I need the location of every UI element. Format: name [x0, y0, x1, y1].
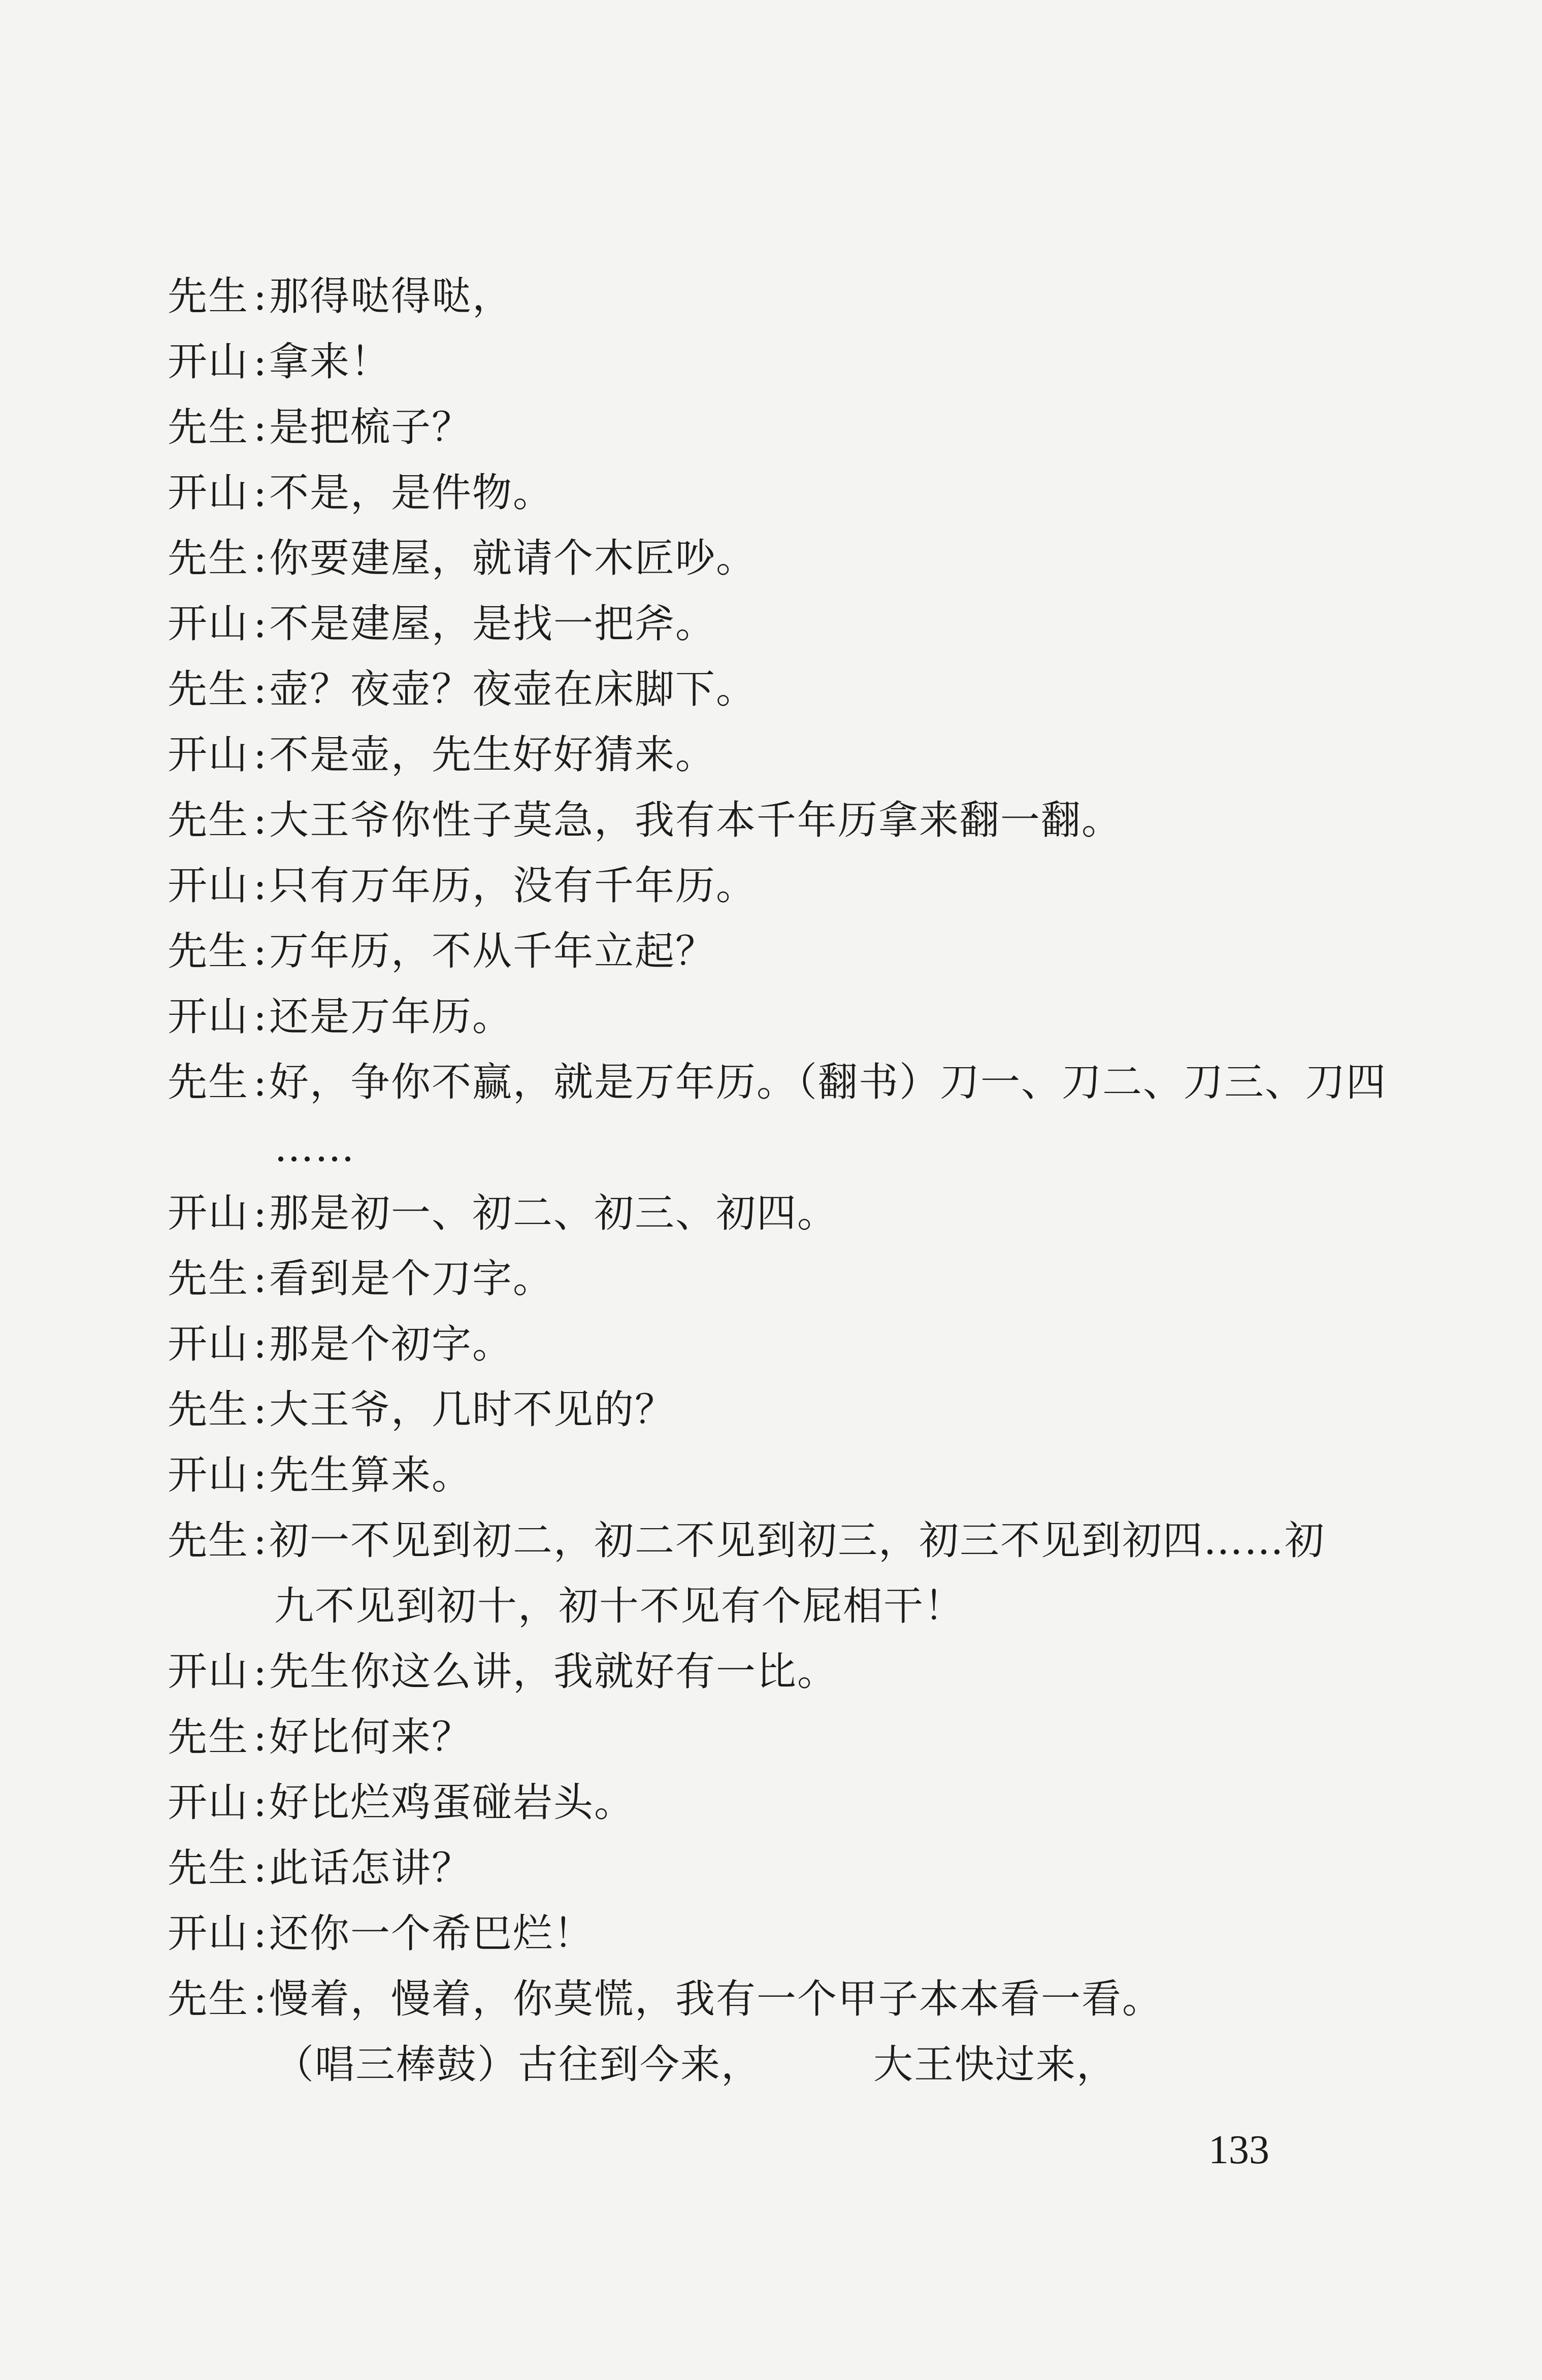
dialogue-line	[168, 1639, 1386, 1705]
speaker-colon: :	[253, 1256, 267, 1302]
speaker-colon: :	[253, 1780, 267, 1826]
speaker-name: 开山	[168, 470, 249, 516]
speaker-colon: :	[253, 667, 267, 712]
speech-text: 只有万年历，没有千年历。	[269, 863, 757, 909]
speaker-colon: :	[253, 1321, 267, 1367]
speech-text: 是把梳子？	[269, 405, 473, 450]
speaker-name: 先生	[168, 1518, 249, 1564]
speech-text: 大王爷你性子莫急，我有本千年历拿来翻一翻。	[269, 798, 1123, 843]
speaker-colon: :	[253, 1649, 267, 1695]
song-part-2: 大王快过来，	[873, 2042, 1118, 2088]
dialogue-continuation: 九不见到初十，初十不见有个屁相干！	[274, 1583, 965, 1629]
speaker-colon: :	[253, 1191, 267, 1236]
speaker-colon: :	[253, 1452, 267, 1498]
speaker-colon: :	[253, 929, 267, 974]
speaker-colon: :	[253, 1911, 267, 1957]
speaker-colon: :	[253, 536, 267, 581]
speech-text: 看到是个刀字。	[269, 1256, 554, 1302]
speaker-name: 先生	[168, 1060, 249, 1105]
dialogue-line	[168, 1443, 1386, 1508]
speech-text: 万年历，不从千年立起？	[269, 929, 716, 974]
speaker-name: 开山	[168, 1911, 249, 1957]
speech-text: 好比何来？	[269, 1714, 473, 1760]
dialogue-line	[168, 264, 1386, 329]
speaker-name: 先生	[168, 667, 249, 712]
speaker-colon: :	[253, 405, 267, 450]
speech-text: 壶？夜壶？夜壶在床脚下。	[269, 667, 757, 712]
speech-text: 那是初一、初二、初三、初四。	[269, 1191, 838, 1236]
speech-text: 你要建屋，就请个木匠吵。	[269, 536, 757, 581]
speech-text: 先生你这么讲，我就好有一比。	[269, 1649, 838, 1695]
speaker-name: 开山	[168, 601, 249, 647]
speaker-name: 先生	[168, 1256, 249, 1302]
speaker-name: 先生	[168, 798, 249, 843]
speaker-colon: :	[253, 994, 267, 1040]
speaker-colon: :	[253, 1714, 267, 1760]
speaker-colon: :	[253, 1060, 267, 1105]
speaker-colon: :	[253, 1845, 267, 1891]
speaker-name: 开山	[168, 1321, 249, 1367]
speaker-name: 先生	[168, 1976, 249, 2022]
speech-text: 初一不见到初二，初二不见到初三，初三不见到初四……初	[269, 1518, 1326, 1564]
dialogue-line	[168, 1312, 1386, 1377]
speech-text: 好比烂鸡蛋碰岩头。	[269, 1780, 635, 1826]
speaker-name: 开山	[168, 1191, 249, 1236]
speaker-colon: :	[253, 274, 267, 319]
speaker-colon: :	[253, 863, 267, 909]
speaker-name: 先生	[168, 929, 249, 974]
speaker-name: 开山	[168, 339, 249, 385]
speaker-name: 先生	[168, 1714, 249, 1760]
speaker-colon: :	[253, 732, 267, 778]
speech-text: 不是建屋，是找一把斧。	[269, 601, 716, 647]
speaker-name: 先生	[168, 405, 249, 450]
speech-text: 此话怎讲？	[269, 1845, 473, 1891]
speaker-name: 先生	[168, 274, 249, 319]
speaker-colon: :	[253, 1518, 267, 1564]
speaker-colon: :	[253, 1976, 267, 2022]
speaker-colon: :	[253, 798, 267, 843]
dialogue-line	[168, 1705, 1386, 1770]
speaker-colon: :	[253, 339, 267, 385]
speaker-name: 先生	[168, 536, 249, 581]
speaker-name: 先生	[168, 1845, 249, 1891]
page-number: 133	[1208, 2128, 1269, 2172]
dialogue-line	[168, 984, 1386, 1050]
speaker-name: 开山	[168, 1452, 249, 1498]
dialogue-line	[168, 1967, 1386, 2032]
speaker-name: 开山	[168, 863, 249, 909]
speech-text: 慢着，慢着，你莫慌，我有一个甲子本本看一看。	[269, 1976, 1163, 2022]
speaker-colon: :	[253, 470, 267, 516]
dialogue-line	[168, 1181, 1386, 1246]
dialogue-line	[168, 788, 1386, 853]
speaker-name: 开山	[168, 732, 249, 778]
speech-text: 大王爷，几时不见的？	[269, 1387, 676, 1433]
dialogue-continuation: ……	[274, 1125, 355, 1171]
dialogue-line	[168, 1901, 1386, 1967]
speaker-name: 开山	[168, 994, 249, 1040]
speech-text: 不是壶，先生好好猜来。	[269, 732, 716, 778]
dialogue-line	[168, 1246, 1386, 1312]
song-part-1: （唱三棒鼓）古往到今来，	[274, 2042, 762, 2088]
dialogue-line	[168, 919, 1386, 984]
dialogue-block	[168, 264, 1386, 2098]
song-line	[168, 2032, 1386, 2098]
speech-text: 那是个初字。	[269, 1321, 513, 1367]
dialogue-line	[168, 329, 1386, 395]
dialogue-line	[168, 395, 1386, 460]
dialogue-line	[168, 591, 1386, 657]
speech-text: 拿来！	[269, 339, 391, 385]
speaker-name: 开山	[168, 1649, 249, 1695]
dialogue-line	[168, 657, 1386, 722]
speech-text: 还是万年历。	[269, 994, 513, 1040]
speech-text: 那得哒得哒，	[269, 274, 513, 319]
dialogue-line	[168, 853, 1386, 919]
dialogue-line	[168, 722, 1386, 788]
dialogue-line	[168, 1770, 1386, 1836]
dialogue-line	[168, 1508, 1386, 1574]
speech-text: 先生算来。	[269, 1452, 473, 1498]
speaker-name: 先生	[168, 1387, 249, 1433]
dialogue-line	[168, 1377, 1386, 1443]
speaker-colon: :	[253, 601, 267, 647]
dialogue-line	[168, 1050, 1386, 1115]
speech-text: 好，争你不赢，就是万年历。（翻书）刀一、刀二、刀三、刀四	[269, 1060, 1387, 1105]
dialogue-line	[168, 526, 1386, 591]
speech-text: 还你一个希巴烂！	[269, 1911, 595, 1957]
speaker-name: 开山	[168, 1780, 249, 1826]
dialogue-line	[168, 460, 1386, 526]
speaker-colon: :	[253, 1387, 267, 1433]
speech-text: 不是，是件物。	[269, 470, 554, 516]
dialogue-line	[168, 1836, 1386, 1901]
